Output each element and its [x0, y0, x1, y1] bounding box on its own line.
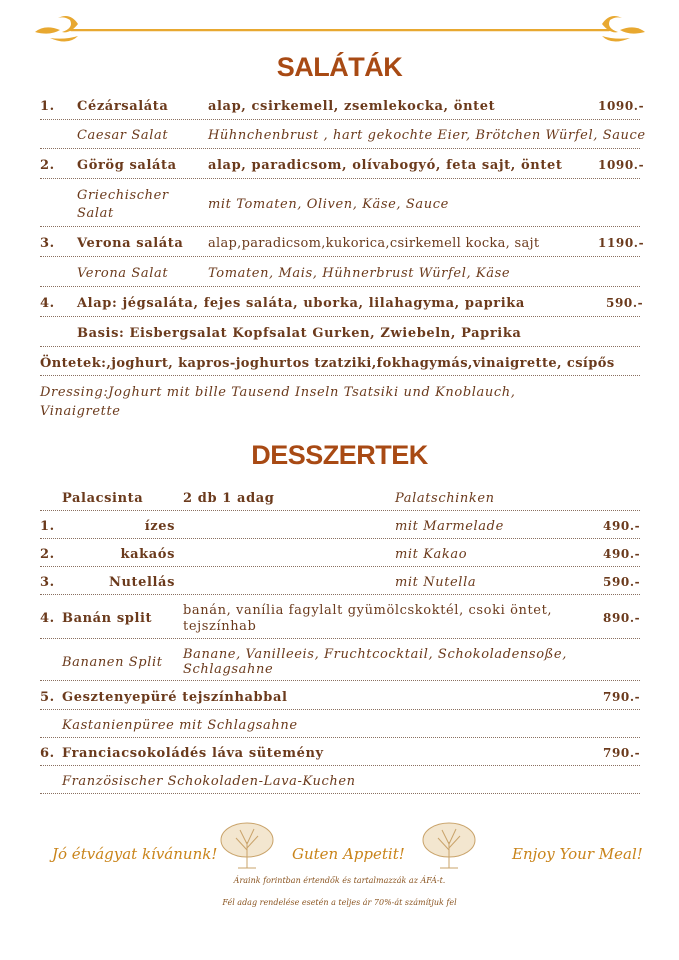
item-name-de: Salat	[77, 206, 114, 221]
divider	[40, 538, 640, 539]
item-name: Gesztenyepüré tejszínhabbal	[62, 690, 288, 705]
tree-logo-icon	[218, 820, 276, 872]
item-name-de: Caesar Salat	[77, 128, 169, 143]
divider	[40, 638, 640, 639]
item-number: 6.	[40, 746, 55, 761]
desserts-title: DESSZERTEK	[251, 440, 428, 470]
footer-greeting-de: Guten Appetit!	[292, 845, 405, 863]
item-price: 790.-	[603, 746, 641, 760]
item-description-line: banán, vanília fagylalt gyümölcskoktél, csoki öntet,	[183, 603, 553, 618]
item-number: 3.	[40, 236, 55, 251]
item-number: 3.	[40, 575, 55, 590]
item-description-de: Banane, Vanilleeis, Fruchtcocktail, Schokoladensoße,	[183, 647, 567, 662]
item-name-de: Bananen Split	[62, 655, 163, 670]
item-number: 4.	[40, 611, 55, 626]
ornament-right-icon	[602, 16, 645, 42]
item-description-de: Basis: Eisbergsalat Kopfsalat Gurken, Zwiebeln, Paprika	[77, 326, 522, 341]
dressing-de: Dressing:Joghurt mit bille Tausend Inseln Tsatsiki und Knoblauch,	[40, 385, 516, 400]
divider	[40, 680, 640, 681]
item-number: 2.	[40, 158, 55, 173]
item-name: Palacsinta	[62, 491, 144, 506]
divider	[40, 765, 640, 766]
divider	[40, 226, 640, 227]
divider	[40, 375, 640, 376]
dressing-de: Vinaigrette	[40, 404, 121, 419]
divider	[40, 346, 640, 347]
item-name: Nutellás	[108, 575, 175, 590]
item-name-de: Kastanienpüree mit Schlagsahne	[62, 718, 298, 733]
divider	[40, 286, 640, 287]
item-name: Görög saláta	[77, 158, 177, 173]
divider	[40, 709, 640, 710]
item-description: alap, csirkemell, zsemlekocka, öntet	[208, 99, 496, 114]
item-name: Alap: jégsaláta, fejes saláta, uborka, lilahagyma, paprika	[77, 296, 525, 311]
item-price: 790.-	[603, 690, 641, 704]
footer-greeting-hu: Jó étvágyat kívánunk!	[52, 845, 218, 863]
item-name: Verona saláta	[77, 236, 184, 251]
divider	[40, 119, 640, 120]
item-number: 1.	[40, 99, 55, 114]
item-name-de: mit Marmelade	[395, 519, 504, 534]
item-description-line: tejszínhab	[183, 619, 257, 634]
item-number: 5.	[40, 690, 55, 705]
item-number: 2.	[40, 547, 55, 562]
item-portion: 2 db 1 adag	[183, 491, 275, 506]
item-name: Cézársaláta	[77, 99, 169, 114]
item-name: Franciacsokoládés láva sütemény	[62, 746, 324, 761]
divider	[40, 316, 640, 317]
tree-logo-icon	[420, 820, 478, 872]
item-name-de: Französischer Schokoladen-Lava-Kuchen	[62, 774, 356, 789]
item-price: 590.-	[606, 296, 644, 310]
item-description-de: Hühnchenbrust , hart gekochte Eier, Brötchen Würfel, Sauce	[208, 128, 646, 143]
divider	[40, 148, 640, 149]
item-name-de: mit Kakao	[395, 547, 468, 562]
item-price: 490.-	[603, 519, 641, 533]
item-number: 4.	[40, 296, 55, 311]
item-number: 1.	[40, 519, 55, 534]
footer-greeting-en: Enjoy Your Meal!	[512, 845, 643, 863]
item-price: 1190.-	[598, 236, 645, 250]
item-price: 590.-	[603, 575, 641, 589]
salads-title: SALÁTÁK	[276, 52, 403, 82]
item-price: 490.-	[603, 547, 641, 561]
divider	[40, 793, 640, 794]
divider	[40, 178, 640, 179]
divider	[40, 566, 640, 567]
item-price: 890.-	[603, 611, 641, 625]
ornament-left-icon	[35, 16, 610, 42]
item-name: ízes	[144, 519, 175, 534]
item-description-de: mit Tomaten, Oliven, Käse, Sauce	[208, 197, 449, 212]
item-description-de: Tomaten, Mais, Hühnerbrust Würfel, Käse	[208, 266, 511, 281]
dressing-hu: Öntetek:,joghurt, kapros-joghurtos tzatziki,fokhagymás,vinaigrette, csípős	[40, 356, 615, 371]
divider	[40, 510, 640, 511]
divider	[40, 256, 640, 257]
item-name-de: mit Nutella	[395, 575, 477, 590]
item-description-de: Schlagsahne	[183, 662, 274, 677]
item-name: kakaós	[120, 547, 175, 562]
item-price: 1090.-	[598, 99, 645, 113]
item-description: alap, paradicsom, olívabogyó, feta sajt, öntet	[208, 158, 563, 173]
item-name: Banán split	[62, 611, 153, 626]
price-note: Áraink forintban értendők és tartalmazzák az ÁFÁ-t.	[233, 876, 446, 885]
divider	[40, 594, 640, 595]
item-name-de: Verona Salat	[77, 266, 169, 281]
divider	[40, 737, 640, 738]
header-ornament	[30, 10, 650, 50]
item-name-de: Palatschinken	[395, 491, 495, 506]
item-price: 1090.-	[598, 158, 645, 172]
item-description: alap,paradicsom,kukorica,csirkemell kocka, sajt	[208, 236, 540, 251]
half-portion-note: Fél adag rendelése esetén a teljes ár 70%-át számítjuk fel	[222, 898, 457, 907]
item-name-de: Griechischer	[77, 188, 169, 203]
